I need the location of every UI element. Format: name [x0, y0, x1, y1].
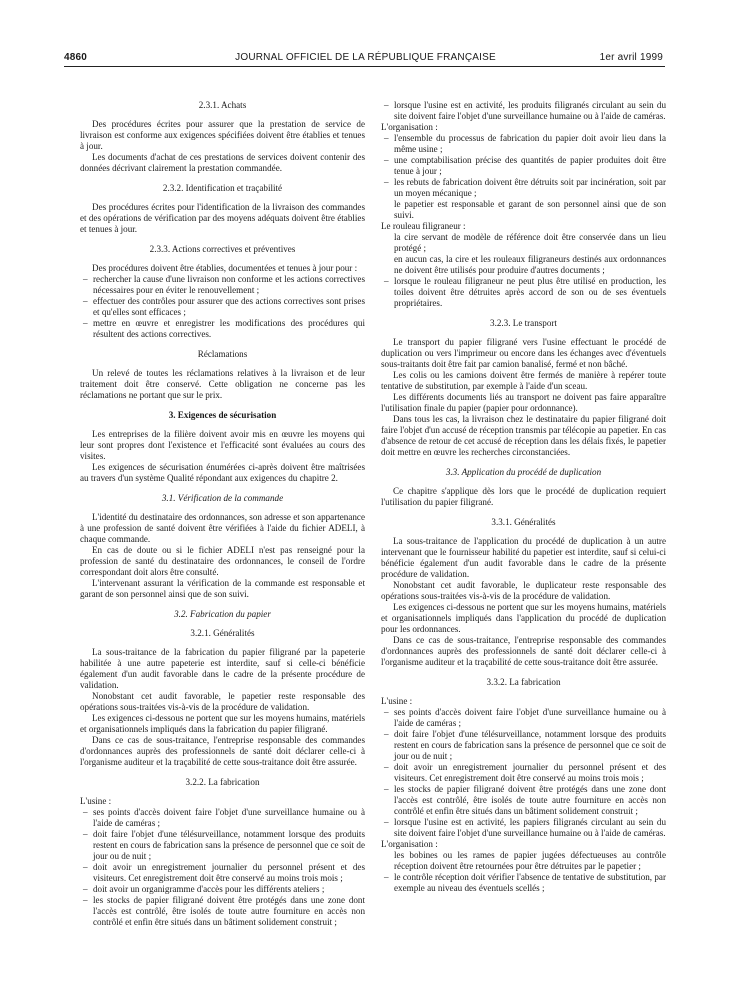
paragraph: Dans ce cas de sous-traitance, l'entreprise responsable des commandes d'ordonnances auprès des professionnels de santé doit déclarer celle-ci à l'organisme auditeur et la traçabilité de cette sous-traitance doit être assurée. — [80, 735, 365, 767]
paragraph: L'organisation : — [381, 122, 438, 132]
section-heading: Réclamations — [197, 349, 248, 359]
paragraph: L'usine : — [381, 696, 413, 706]
subsection-heading: 3.3.2. La fabrication — [486, 677, 561, 687]
paragraph: La sous-traitance de la fabrication du papier filigrané par la papeterie habilitée à une autre papeterie est interdite, sauf si celle-ci bénéficie également d'un audit favorable dans le cadre de la présente procédure de validation. — [80, 647, 365, 690]
list-item: – mettre en œuvre et enregistrer les modifications des procédures qui résultent des actions correctives. — [93, 318, 365, 340]
paragraph: L'identité du destinataire des ordonnances, son adresse et son appartenance à une profession de santé doivent être vérifiées à l'aide du fichier ADELI, à chaque commande. — [80, 512, 365, 544]
section-heading: 3.1. Vérification de la commande — [161, 493, 284, 503]
section-heading: 2.3.1. Achats — [198, 100, 247, 110]
left-column — [80, 100, 365, 928]
paragraph: Les exigences ci-dessous ne portent que sur les moyens humains, matériels et organisationnels impliqués dans la fabrication du papier filigrané. — [80, 713, 365, 734]
bullet-list — [381, 100, 666, 122]
paragraph: Ce chapitre s'applique dès lors que le procédé de duplication requiert l'utilisation du papier filigrané. — [381, 486, 666, 507]
list-item: – ses points d'accès doivent faire l'objet d'une surveillance humaine ou à l'aide de caméras ; — [394, 707, 666, 729]
list-item: le papetier est responsable et garant de son personnel ainsi que de son suivi. — [394, 199, 666, 220]
paragraph: La sous-traitance de l'application du procédé de duplication à un autre intervenant que le fournisseur habilité du papetier est interdite, sauf si celui-ci bénéficie également d'un audit favorable dans le cadre de la présente procédure de validation. — [381, 536, 666, 579]
paragraph: Les différents documents liés au transport ne doivent pas faire apparaître l'utilisation finale du papier (papier pour ordonnance). — [381, 392, 666, 413]
list-item: – lorsque l'usine est en activité, les produits filigranés circulant au sein du site doivent faire l'objet d'une surveillance humaine ou à l'aide de caméras. — [394, 100, 666, 122]
section-heading: 2.3.2. Identification et traçabilité — [162, 183, 283, 193]
bullet-list — [381, 133, 666, 221]
bullet-list — [381, 232, 666, 309]
paragraph: Des procédures écrites pour l'identification de la livraison des commandes et des opérations de vérification par des moyens adéquats doivent être établies et tenues à jour. — [80, 202, 365, 234]
paragraph: Un relevé de toutes les réclamations relatives à la livraison et de leur traitement doit être conservé. Cette obligation ne concerne pas les réclamations ne portant que sur le prix. — [80, 368, 365, 400]
list-item: – doit faire l'objet d'une télésurveillance, notamment lorsque des produits restent en cours de fabrication sans la présence de personnel que ce soit de jour ou de nuit ; — [93, 829, 365, 862]
paragraph: Les exigences ci-dessous ne portent que sur les moyens humains, matériels et organisationnels impliqués dans l'application du procédé de duplication pour les ordonnances. — [381, 602, 666, 634]
paragraph: Dans ce cas de sous-traitance, l'entreprise responsable des commandes d'ordonnances auprès des professionnels de santé doit déclarer celle-ci à l'organisme auditeur et la traçabilité de cette sous-traitance doit être assurée. — [381, 635, 666, 667]
chapter-heading: 3. Exigences de sécurisation — [168, 410, 277, 420]
list-item: la cire servant de modèle de référence doit être conservée dans un lieu protégé ; — [394, 232, 666, 253]
issue-date: 1er avril 1999 — [599, 52, 663, 63]
list-item: – effectuer des contrôles pour assurer que des actions correctives sont prises et qu'elles sont efficaces ; — [93, 296, 365, 318]
list-item: – l'ensemble du processus de fabrication du papier doit avoir lieu dans la même usine ; — [394, 133, 666, 155]
paragraph: Des procédures écrites pour assurer que la prestation de service de livraison est conforme aux exigences spécifiées doivent être établies et tenues à jour. — [80, 119, 365, 151]
paragraph: Dans tous les cas, la livraison chez le destinataire du papier filigrané doit faire l'objet d'un accusé de réception transmis par télécopie au papetier. En cas d'absence de retour de cet accusé de réception dans les délais fixés, le papetier doit mettre en œuvre les recherches circonstanciées. — [381, 414, 666, 457]
paragraph: Nonobstant cet audit favorable, le papetier reste responsable des opérations sous-traitées vis-à-vis de la procédure de validation. — [80, 691, 365, 712]
paragraph: Le transport du papier filigrané vers l'usine effectuant le procédé de duplication ou vers l'imprimeur ou encore dans les échanges avec d'éventuels sous-traitants doit être fait par camion banalisé, fermé et non bâché. — [381, 337, 666, 369]
paragraph: Le rouleau filigraneur : — [381, 221, 466, 231]
paragraph: L'organisation : — [381, 839, 438, 849]
subsection-heading: 3.2.2. La fabrication — [185, 777, 260, 787]
list-item: les bobines ou les rames de papier jugées défectueuses au contrôle réception doivent être retournées pour être détruites par le papetier ; — [394, 850, 666, 871]
list-item: en aucun cas, la cire et les rouleaux filigraneurs destinés aux ordonnances ne doivent être utilisés pour produire d'autres documents ; — [394, 254, 666, 275]
paragraph: Les exigences de sécurisation énumérées ci-après doivent être maîtrisées au travers d'un système Qualité répondant aux exigences du chapitre 2. — [80, 462, 365, 483]
list-item: – les stocks de papier filigrané doivent être protégés dans une zone dont l'accès est contrôlé, être isolés de toute autre fourniture en accès non contrôlé et enfin être situés dans un bâtiment solidement construit ; — [93, 895, 365, 928]
paragraph: Nonobstant cet audit favorable, le duplicateur reste responsable des opérations sous-traitées vis-à-vis de la procédure de validation. — [381, 580, 666, 601]
journal-title: JOURNAL OFFICIEL DE LA RÉPUBLIQUE FRANÇAISE — [235, 52, 496, 63]
bullet-list — [80, 274, 365, 340]
right-column — [381, 100, 666, 894]
bullet-list — [381, 850, 666, 894]
page-number: 4860 — [64, 52, 88, 63]
paragraph: L'usine : — [80, 796, 112, 806]
list-item: – le contrôle réception doit vérifier l'absence de tentative de substitution, par exemple au niveau des éventuels scellés ; — [394, 872, 666, 894]
list-item: – doit faire l'objet d'une télésurveillance, notamment lorsque des produits restent en cours de fabrication sans la présence de personnel que ce soit de jour ou de nuit ; — [394, 729, 666, 762]
bullet-list — [381, 707, 666, 839]
paragraph: Des procédures doivent être établies, documentées et tenues à jour pour : — [92, 263, 358, 273]
paragraph: Les entreprises de la filière doivent avoir mis en œuvre les moyens qui leur sont propres dont l'existence et l'efficacité sont évaluées au cours des visites. — [80, 429, 365, 461]
section-heading: 3.3. Application du procédé de duplication — [445, 467, 602, 477]
section-heading: 3.2. Fabrication du papier — [174, 609, 271, 619]
list-item: – doit avoir un enregistrement journalier du personnel présent et des visiteurs. Cet enregistrement doit être conservé au moins trois mois ; — [93, 862, 365, 884]
subsection-heading: 3.2.3. Le transport — [490, 318, 557, 328]
list-item: – lorsque le rouleau filigraneur ne peut plus être utilisé en production, les toiles doivent être détruites après accord de son ou de ses éventuels propriétaires. — [394, 276, 666, 309]
bullet-list — [80, 807, 365, 928]
list-item: – doit avoir un enregistrement journalier du personnel présent et des visiteurs. Cet enregistrement doit être conservé au moins trois mois ; — [394, 762, 666, 784]
paragraph: Les documents d'achat de ces prestations de services doivent contenir des données décrivant clairement la prestation commandée. — [80, 152, 365, 173]
list-item: – les rebuts de fabrication doivent être détruits soit par incinération, soit par un moyen mécanique ; — [394, 177, 666, 199]
paragraph: En cas de doute ou si le fichier ADELI n'est pas renseigné pour la profession de santé du destinataire des ordonnances, le conseil de l'ordre correspondant doit alors être consulté. — [80, 545, 365, 577]
paragraph: L'intervenant assurant la vérification de la commande est responsable et garant de son personnel ainsi que de son suivi. — [80, 578, 365, 599]
list-item: – ses points d'accès doivent faire l'objet d'une surveillance humaine ou à l'aide de caméras ; — [93, 807, 365, 829]
list-item: – rechercher la cause d'une livraison non conforme et les actions correctives nécessaires pour en éviter le renouvellement ; — [93, 274, 365, 296]
header-rule — [64, 66, 665, 67]
list-item: – doit avoir un organigramme d'accès pour les différents ateliers ; — [93, 884, 365, 895]
paragraph: Les colis ou les camions doivent être fermés de manière à repérer toute tentative de substitution, par exemple à l'aide d'un sceau. — [381, 370, 666, 391]
list-item: – une comptabilisation précise des quantités de papier produites doit être tenue à jour ; — [394, 155, 666, 177]
subsection-heading: 3.2.1. Généralités — [190, 628, 255, 638]
list-item: – les stocks de papier filigrané doivent être protégés dans une zone dont l'accès est contrôlé, être isolés de toute autre fourniture en accès non contrôlé et enfin être situés dans un bâtiment solidement construit ; — [394, 784, 666, 817]
section-heading: 2.3.3. Actions correctives et préventives — [149, 244, 296, 254]
subsection-heading: 3.3.1. Généralités — [491, 517, 556, 527]
list-item: – lorsque l'usine est en activité, les papiers filigranés circulant au sein du site doivent faire l'objet d'une surveillance humaine ou à l'aide de caméras. — [394, 817, 666, 839]
